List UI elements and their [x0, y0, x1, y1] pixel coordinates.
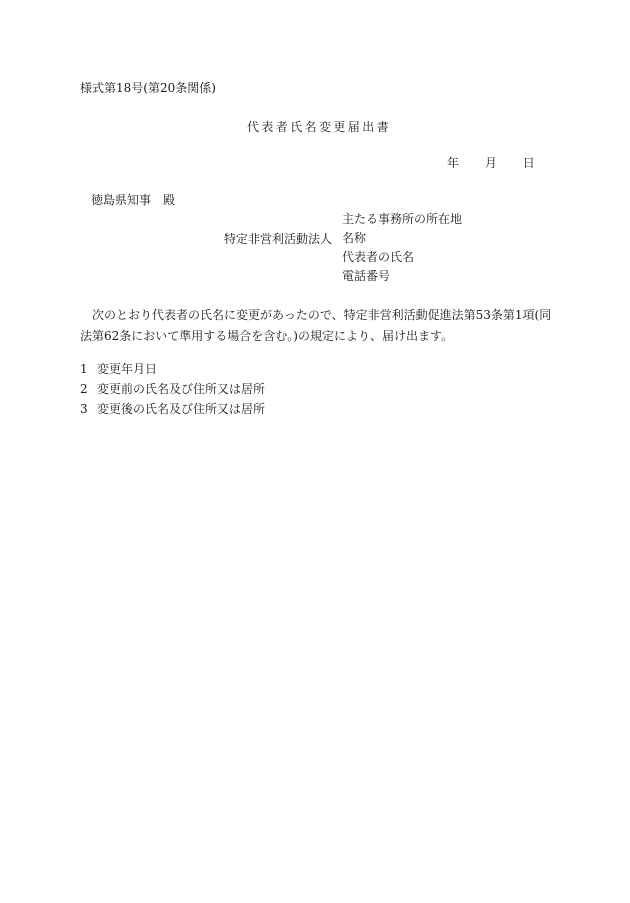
applicant-field-name: 名称 — [342, 231, 367, 245]
addressee — [91, 194, 175, 206]
date-day-label: 日 — [522, 156, 535, 170]
body-paragraph: 次のとおり代表者の氏名に変更があったので、特定非営利活動促進法第53条第1項(同法第62条において準用する場合を含む。)の規定により、届け出ます。 — [80, 308, 552, 343]
applicant-fields — [342, 213, 462, 289]
item-number: 2 — [80, 382, 88, 396]
date-month-label: 月 — [484, 156, 497, 170]
date-line — [447, 157, 535, 169]
addressee-honorific: 殿 — [163, 193, 176, 207]
item-number: 1 — [80, 362, 88, 376]
item-label: 変更前の氏名及び住所又は居所 — [97, 382, 266, 396]
list-item — [80, 363, 265, 383]
item-label: 変更年月日 — [97, 362, 158, 376]
item-list — [80, 363, 265, 423]
applicant-field-address: 主たる事務所の所在地 — [342, 212, 463, 226]
item-number: 3 — [80, 402, 88, 416]
applicant-field-representative: 代表者の氏名 — [342, 250, 415, 264]
applicant-field-phone: 電話番号 — [342, 269, 391, 283]
date-year-label: 年 — [447, 156, 460, 170]
list-item — [80, 403, 265, 423]
applicant-type: 特定非営利活動法人 — [224, 232, 333, 246]
list-item — [80, 383, 265, 403]
form-number: 様式第18号(第20条関係) — [80, 81, 216, 95]
document-title: 代表者氏名変更届出書 — [247, 120, 392, 134]
addressee-name: 徳島県知事 — [91, 193, 152, 207]
item-label: 変更後の氏名及び住所又は居所 — [97, 402, 266, 416]
